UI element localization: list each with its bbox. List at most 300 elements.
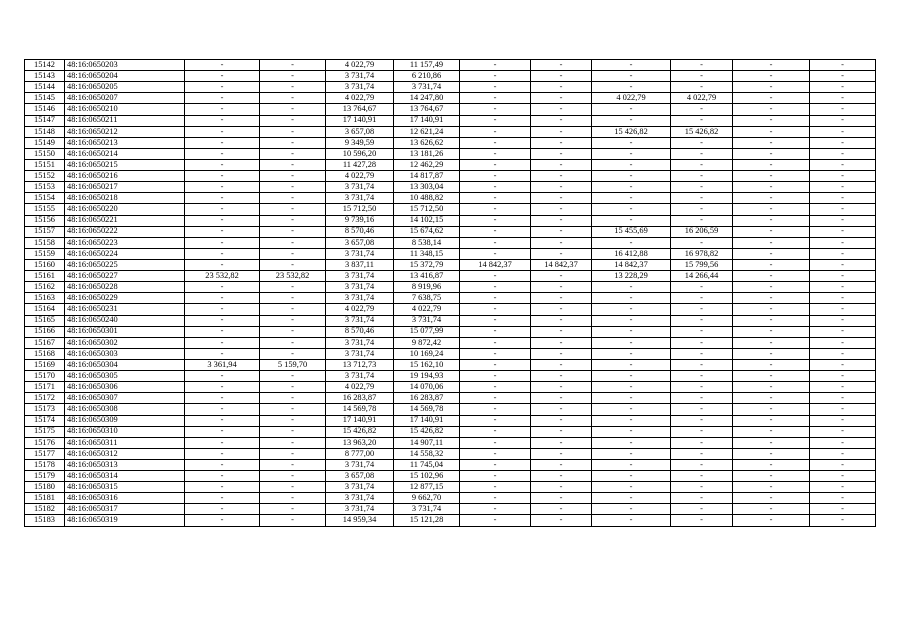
row-number-cell: 15178 bbox=[25, 459, 65, 470]
value-cell: - bbox=[671, 448, 733, 459]
cadastral-number-cell: 48:16:0650309 bbox=[65, 415, 185, 426]
value-cell: 9 872,42 bbox=[394, 337, 460, 348]
value-cell: - bbox=[185, 282, 260, 293]
value-cell: - bbox=[810, 359, 876, 370]
value-cell: - bbox=[260, 393, 326, 404]
value-cell: - bbox=[260, 437, 326, 448]
row-number-cell: 15166 bbox=[25, 326, 65, 337]
value-cell: - bbox=[260, 237, 326, 248]
value-cell: - bbox=[460, 293, 531, 304]
row-number-cell: 15182 bbox=[25, 504, 65, 515]
table-row bbox=[25, 482, 876, 493]
value-cell: - bbox=[810, 104, 876, 115]
value-cell: - bbox=[460, 482, 531, 493]
cadastral-value-table bbox=[24, 59, 876, 527]
table-row bbox=[25, 304, 876, 315]
value-cell: - bbox=[733, 104, 810, 115]
value-cell: - bbox=[592, 115, 671, 126]
value-cell: - bbox=[531, 237, 592, 248]
value-cell: - bbox=[592, 171, 671, 182]
value-cell: - bbox=[810, 348, 876, 359]
value-cell: - bbox=[671, 493, 733, 504]
value-cell: - bbox=[592, 82, 671, 93]
value-cell: - bbox=[733, 93, 810, 104]
value-cell: 3 657,08 bbox=[326, 471, 394, 482]
value-cell: - bbox=[810, 493, 876, 504]
value-cell: 16 206,59 bbox=[671, 226, 733, 237]
value-cell: - bbox=[460, 315, 531, 326]
value-cell: - bbox=[460, 337, 531, 348]
value-cell: - bbox=[810, 304, 876, 315]
value-cell: - bbox=[460, 237, 531, 248]
table-row bbox=[25, 171, 876, 182]
value-cell: 3 731,74 bbox=[394, 504, 460, 515]
value-cell: - bbox=[260, 148, 326, 159]
value-cell: 3 731,74 bbox=[394, 315, 460, 326]
value-cell: - bbox=[810, 393, 876, 404]
value-cell: 14 247,80 bbox=[394, 93, 460, 104]
cadastral-number-cell: 48:16:0650228 bbox=[65, 282, 185, 293]
value-cell: 3 731,74 bbox=[326, 348, 394, 359]
row-number-cell: 15174 bbox=[25, 415, 65, 426]
value-cell: - bbox=[592, 71, 671, 82]
row-number-cell: 15162 bbox=[25, 282, 65, 293]
value-cell: - bbox=[460, 326, 531, 337]
value-cell: - bbox=[185, 237, 260, 248]
value-cell: 10 488,82 bbox=[394, 193, 460, 204]
value-cell: - bbox=[260, 171, 326, 182]
value-cell: 3 731,74 bbox=[326, 459, 394, 470]
value-cell: - bbox=[733, 259, 810, 270]
value-cell: - bbox=[260, 404, 326, 415]
cadastral-number-cell: 48:16:0650240 bbox=[65, 315, 185, 326]
value-cell: 3 731,74 bbox=[326, 271, 394, 282]
value-cell: - bbox=[460, 71, 531, 82]
value-cell: - bbox=[531, 159, 592, 170]
value-cell: - bbox=[733, 71, 810, 82]
table-body bbox=[25, 60, 876, 527]
value-cell: 15 674,62 bbox=[394, 226, 460, 237]
value-cell: 16 978,82 bbox=[671, 248, 733, 259]
value-cell: 3 731,74 bbox=[394, 82, 460, 93]
value-cell: - bbox=[733, 448, 810, 459]
value-cell: - bbox=[810, 337, 876, 348]
value-cell: - bbox=[260, 326, 326, 337]
value-cell: - bbox=[460, 404, 531, 415]
value-cell: - bbox=[185, 104, 260, 115]
value-cell: - bbox=[671, 282, 733, 293]
value-cell: - bbox=[185, 82, 260, 93]
value-cell: - bbox=[531, 215, 592, 226]
value-cell: - bbox=[671, 404, 733, 415]
value-cell: - bbox=[531, 93, 592, 104]
cadastral-number-cell: 48:16:0650305 bbox=[65, 371, 185, 382]
value-cell: - bbox=[531, 393, 592, 404]
value-cell: - bbox=[810, 237, 876, 248]
value-cell: 14 569,78 bbox=[326, 404, 394, 415]
value-cell: - bbox=[671, 426, 733, 437]
row-number-cell: 15146 bbox=[25, 104, 65, 115]
value-cell: - bbox=[733, 60, 810, 71]
value-cell: - bbox=[733, 404, 810, 415]
value-cell: - bbox=[260, 204, 326, 215]
value-cell: - bbox=[671, 382, 733, 393]
value-cell: - bbox=[260, 315, 326, 326]
value-cell: 15 162,10 bbox=[394, 359, 460, 370]
value-cell: 12 462,29 bbox=[394, 159, 460, 170]
value-cell: 4 022,79 bbox=[394, 304, 460, 315]
value-cell: 3 731,74 bbox=[326, 493, 394, 504]
value-cell: 11 348,15 bbox=[394, 248, 460, 259]
value-cell: 8 570,46 bbox=[326, 226, 394, 237]
value-cell: - bbox=[671, 371, 733, 382]
value-cell: - bbox=[460, 60, 531, 71]
value-cell: 15 077,99 bbox=[394, 326, 460, 337]
value-cell: 3 731,74 bbox=[326, 315, 394, 326]
value-cell: - bbox=[531, 437, 592, 448]
value-cell: - bbox=[460, 359, 531, 370]
value-cell: 3 731,74 bbox=[326, 71, 394, 82]
value-cell: - bbox=[185, 148, 260, 159]
value-cell: 14 842,37 bbox=[592, 259, 671, 270]
value-cell: - bbox=[592, 304, 671, 315]
table-row bbox=[25, 515, 876, 526]
cadastral-number-cell: 48:16:0650220 bbox=[65, 204, 185, 215]
value-cell: - bbox=[810, 426, 876, 437]
value-cell: - bbox=[671, 315, 733, 326]
value-cell: - bbox=[260, 482, 326, 493]
value-cell: - bbox=[531, 382, 592, 393]
value-cell: - bbox=[671, 393, 733, 404]
value-cell: - bbox=[460, 93, 531, 104]
value-cell: - bbox=[733, 382, 810, 393]
value-cell: - bbox=[671, 471, 733, 482]
value-cell: - bbox=[671, 159, 733, 170]
table-row bbox=[25, 504, 876, 515]
cadastral-number-cell: 48:16:0650223 bbox=[65, 237, 185, 248]
cadastral-number-cell: 48:16:0650205 bbox=[65, 82, 185, 93]
table-row bbox=[25, 315, 876, 326]
row-number-cell: 15142 bbox=[25, 60, 65, 71]
value-cell: 15 372,79 bbox=[394, 259, 460, 270]
cadastral-number-cell: 48:16:0650312 bbox=[65, 448, 185, 459]
value-cell: - bbox=[260, 448, 326, 459]
table-row bbox=[25, 104, 876, 115]
value-cell: - bbox=[185, 259, 260, 270]
value-cell: - bbox=[460, 504, 531, 515]
value-cell: - bbox=[733, 248, 810, 259]
cadastral-number-cell: 48:16:0650222 bbox=[65, 226, 185, 237]
value-cell: 13 712,73 bbox=[326, 359, 394, 370]
value-cell: 14 959,34 bbox=[326, 515, 394, 526]
value-cell: - bbox=[531, 426, 592, 437]
value-cell: - bbox=[531, 171, 592, 182]
row-number-cell: 15153 bbox=[25, 182, 65, 193]
cadastral-number-cell: 48:16:0650224 bbox=[65, 248, 185, 259]
value-cell: - bbox=[671, 137, 733, 148]
value-cell: 17 140,91 bbox=[326, 415, 394, 426]
row-number-cell: 15152 bbox=[25, 171, 65, 182]
value-cell: - bbox=[810, 404, 876, 415]
value-cell: - bbox=[592, 315, 671, 326]
row-number-cell: 15168 bbox=[25, 348, 65, 359]
value-cell: 5 159,70 bbox=[260, 359, 326, 370]
value-cell: - bbox=[810, 415, 876, 426]
value-cell: 4 022,79 bbox=[326, 304, 394, 315]
value-cell: - bbox=[531, 71, 592, 82]
value-cell: 3 731,74 bbox=[326, 337, 394, 348]
value-cell: 15 426,82 bbox=[592, 126, 671, 137]
value-cell: 3 731,74 bbox=[326, 193, 394, 204]
value-cell: - bbox=[185, 459, 260, 470]
value-cell: - bbox=[671, 115, 733, 126]
cadastral-number-cell: 48:16:0650207 bbox=[65, 93, 185, 104]
table-row bbox=[25, 293, 876, 304]
value-cell: - bbox=[185, 304, 260, 315]
value-cell: 13 416,87 bbox=[394, 271, 460, 282]
value-cell: - bbox=[260, 215, 326, 226]
value-cell: - bbox=[185, 415, 260, 426]
value-cell: - bbox=[671, 304, 733, 315]
value-cell: - bbox=[671, 204, 733, 215]
value-cell: - bbox=[185, 60, 260, 71]
row-number-cell: 15172 bbox=[25, 393, 65, 404]
table-row bbox=[25, 415, 876, 426]
value-cell: - bbox=[185, 371, 260, 382]
table-row bbox=[25, 237, 876, 248]
value-cell: 15 426,82 bbox=[394, 426, 460, 437]
value-cell: - bbox=[531, 137, 592, 148]
value-cell: - bbox=[592, 459, 671, 470]
value-cell: - bbox=[260, 348, 326, 359]
value-cell: 3 657,08 bbox=[326, 126, 394, 137]
value-cell: - bbox=[592, 393, 671, 404]
value-cell: 3 657,08 bbox=[326, 237, 394, 248]
value-cell: - bbox=[460, 248, 531, 259]
value-cell: - bbox=[810, 226, 876, 237]
value-cell: - bbox=[531, 371, 592, 382]
row-number-cell: 15177 bbox=[25, 448, 65, 459]
value-cell: - bbox=[592, 182, 671, 193]
value-cell: - bbox=[810, 259, 876, 270]
value-cell: - bbox=[460, 437, 531, 448]
value-cell: 13 764,67 bbox=[326, 104, 394, 115]
value-cell: 14 266,44 bbox=[671, 271, 733, 282]
row-number-cell: 15171 bbox=[25, 382, 65, 393]
row-number-cell: 15147 bbox=[25, 115, 65, 126]
value-cell: - bbox=[733, 359, 810, 370]
value-cell: 9 662,70 bbox=[394, 493, 460, 504]
value-cell: - bbox=[531, 504, 592, 515]
value-cell: - bbox=[733, 159, 810, 170]
value-cell: - bbox=[260, 282, 326, 293]
cadastral-number-cell: 48:16:0650313 bbox=[65, 459, 185, 470]
value-cell: - bbox=[531, 315, 592, 326]
cadastral-number-cell: 48:16:0650306 bbox=[65, 382, 185, 393]
value-cell: - bbox=[531, 359, 592, 370]
row-number-cell: 15170 bbox=[25, 371, 65, 382]
value-cell: - bbox=[592, 337, 671, 348]
value-cell: - bbox=[185, 493, 260, 504]
value-cell: - bbox=[185, 126, 260, 137]
value-cell: - bbox=[810, 248, 876, 259]
value-cell: 17 140,91 bbox=[326, 115, 394, 126]
value-cell: 13 181,26 bbox=[394, 148, 460, 159]
value-cell: 15 712,50 bbox=[326, 204, 394, 215]
cadastral-number-cell: 48:16:0650307 bbox=[65, 393, 185, 404]
value-cell: - bbox=[260, 115, 326, 126]
row-number-cell: 15167 bbox=[25, 337, 65, 348]
row-number-cell: 15159 bbox=[25, 248, 65, 259]
value-cell: - bbox=[671, 215, 733, 226]
value-cell: - bbox=[810, 115, 876, 126]
table-row bbox=[25, 259, 876, 270]
row-number-cell: 15173 bbox=[25, 404, 65, 415]
value-cell: - bbox=[531, 471, 592, 482]
value-cell: - bbox=[260, 504, 326, 515]
cadastral-number-cell: 48:16:0650316 bbox=[65, 493, 185, 504]
value-cell: 14 842,37 bbox=[531, 259, 592, 270]
value-cell: - bbox=[733, 348, 810, 359]
table-row bbox=[25, 382, 876, 393]
value-cell: 3 731,74 bbox=[326, 82, 394, 93]
value-cell: - bbox=[460, 382, 531, 393]
value-cell: 14 558,32 bbox=[394, 448, 460, 459]
value-cell: 16 412,88 bbox=[592, 248, 671, 259]
value-cell: - bbox=[185, 137, 260, 148]
value-cell: 4 022,79 bbox=[326, 171, 394, 182]
table-row bbox=[25, 193, 876, 204]
value-cell: - bbox=[260, 515, 326, 526]
value-cell: - bbox=[531, 226, 592, 237]
row-number-cell: 15161 bbox=[25, 271, 65, 282]
value-cell: - bbox=[260, 137, 326, 148]
value-cell: - bbox=[810, 215, 876, 226]
cadastral-number-cell: 48:16:0650227 bbox=[65, 271, 185, 282]
row-number-cell: 15163 bbox=[25, 293, 65, 304]
value-cell: - bbox=[531, 282, 592, 293]
value-cell: 3 731,74 bbox=[326, 248, 394, 259]
value-cell: 14 070,06 bbox=[394, 382, 460, 393]
value-cell: - bbox=[671, 104, 733, 115]
value-cell: 4 022,79 bbox=[326, 382, 394, 393]
value-cell: - bbox=[733, 182, 810, 193]
cadastral-number-cell: 48:16:0650231 bbox=[65, 304, 185, 315]
value-cell: - bbox=[810, 515, 876, 526]
cadastral-number-cell: 48:16:0650214 bbox=[65, 148, 185, 159]
value-cell: - bbox=[733, 437, 810, 448]
value-cell: - bbox=[185, 426, 260, 437]
value-cell: - bbox=[592, 104, 671, 115]
value-cell: - bbox=[592, 437, 671, 448]
value-cell: - bbox=[185, 326, 260, 337]
value-cell: - bbox=[592, 348, 671, 359]
value-cell: - bbox=[671, 293, 733, 304]
value-cell: - bbox=[460, 193, 531, 204]
value-cell: - bbox=[460, 82, 531, 93]
value-cell: - bbox=[531, 482, 592, 493]
cadastral-number-cell: 48:16:0650221 bbox=[65, 215, 185, 226]
value-cell: 23 532,82 bbox=[185, 271, 260, 282]
cadastral-number-cell: 48:16:0650315 bbox=[65, 482, 185, 493]
value-cell: - bbox=[671, 482, 733, 493]
table-row bbox=[25, 182, 876, 193]
value-cell: - bbox=[531, 204, 592, 215]
value-cell: - bbox=[592, 137, 671, 148]
value-cell: - bbox=[671, 193, 733, 204]
value-cell: 17 140,91 bbox=[394, 115, 460, 126]
value-cell: 15 455,69 bbox=[592, 226, 671, 237]
value-cell: - bbox=[185, 159, 260, 170]
value-cell: 8 919,96 bbox=[394, 282, 460, 293]
value-cell: - bbox=[671, 237, 733, 248]
value-cell: 14 817,87 bbox=[394, 171, 460, 182]
table-row bbox=[25, 115, 876, 126]
value-cell: - bbox=[810, 71, 876, 82]
value-cell: 12 621,24 bbox=[394, 126, 460, 137]
table-row bbox=[25, 271, 876, 282]
value-cell: - bbox=[671, 71, 733, 82]
value-cell: - bbox=[671, 459, 733, 470]
value-cell: 9 349,59 bbox=[326, 137, 394, 148]
value-cell: - bbox=[460, 137, 531, 148]
value-cell: - bbox=[592, 193, 671, 204]
value-cell: 13 303,04 bbox=[394, 182, 460, 193]
row-number-cell: 15144 bbox=[25, 82, 65, 93]
value-cell: - bbox=[460, 493, 531, 504]
cadastral-number-cell: 48:16:0650301 bbox=[65, 326, 185, 337]
value-cell: - bbox=[810, 137, 876, 148]
value-cell: - bbox=[531, 493, 592, 504]
value-cell: - bbox=[671, 359, 733, 370]
value-cell: - bbox=[733, 126, 810, 137]
value-cell: - bbox=[260, 426, 326, 437]
value-cell: 3 731,74 bbox=[326, 293, 394, 304]
table-row bbox=[25, 326, 876, 337]
table-row bbox=[25, 404, 876, 415]
value-cell: - bbox=[671, 348, 733, 359]
value-cell: - bbox=[185, 482, 260, 493]
value-cell: - bbox=[592, 415, 671, 426]
value-cell: - bbox=[260, 60, 326, 71]
value-cell: - bbox=[810, 182, 876, 193]
value-cell: - bbox=[671, 171, 733, 182]
value-cell: - bbox=[810, 315, 876, 326]
value-cell: - bbox=[592, 159, 671, 170]
value-cell: 13 963,20 bbox=[326, 437, 394, 448]
value-cell: - bbox=[185, 515, 260, 526]
value-cell: - bbox=[531, 337, 592, 348]
table-row bbox=[25, 371, 876, 382]
value-cell: - bbox=[733, 215, 810, 226]
value-cell: - bbox=[185, 93, 260, 104]
value-cell: - bbox=[460, 282, 531, 293]
value-cell: 8 538,14 bbox=[394, 237, 460, 248]
value-cell: - bbox=[185, 393, 260, 404]
value-cell: - bbox=[260, 415, 326, 426]
value-cell: 3 731,74 bbox=[326, 282, 394, 293]
value-cell: - bbox=[592, 493, 671, 504]
table-row bbox=[25, 459, 876, 470]
value-cell: 13 626,62 bbox=[394, 137, 460, 148]
value-cell: - bbox=[185, 193, 260, 204]
value-cell: - bbox=[260, 159, 326, 170]
row-number-cell: 15156 bbox=[25, 215, 65, 226]
value-cell: 3 837,11 bbox=[326, 259, 394, 270]
value-cell: - bbox=[185, 115, 260, 126]
value-cell: - bbox=[260, 259, 326, 270]
value-cell: - bbox=[185, 337, 260, 348]
